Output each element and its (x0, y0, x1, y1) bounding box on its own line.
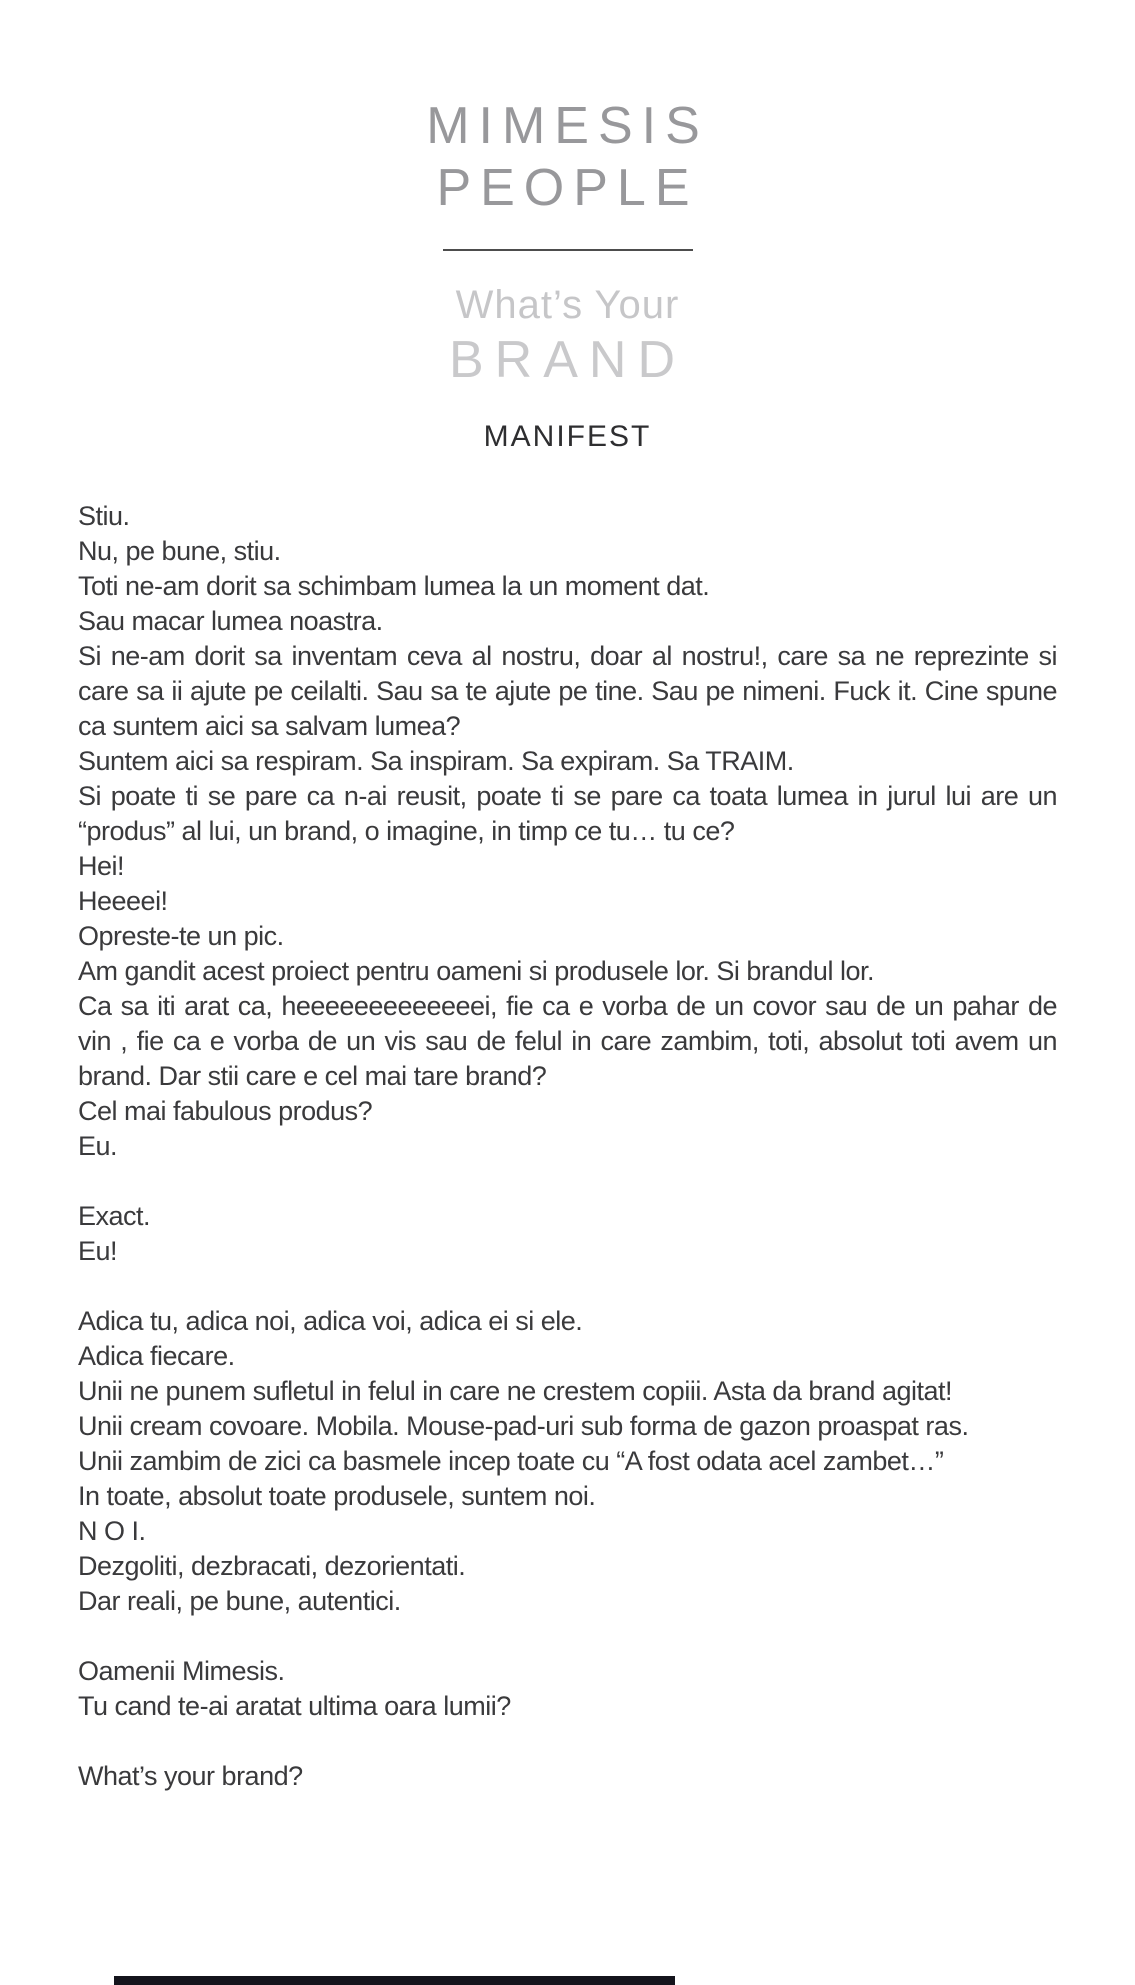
manifest-line: Oamenii Mimesis. (78, 1656, 285, 1686)
manifest-title: MANIFEST (483, 420, 652, 453)
manifest-line: Cel mai fabulous produs? (78, 1096, 373, 1126)
manifest-line: What’s your brand? (78, 1761, 303, 1791)
manifest-line: Am gandit acest proiect pentru oameni si produsele lor. Si brandul lor. (78, 956, 874, 986)
masthead (0, 0, 1135, 391)
manifest-line: Unii zambim de zici ca basmele incep toate cu “A fost odata acel zambet…” (78, 1446, 944, 1476)
manifest-line: Unii ne punem sufletul in felul in care ne crestem copiii. Asta da brand agitat! (78, 1376, 953, 1406)
manifest-line: Dar reali, pe bune, autentici. (78, 1586, 401, 1616)
manifest-line: Nu, pe bune, stiu. (78, 536, 281, 566)
manifest-line: Adica fiecare. (78, 1341, 235, 1371)
manifest-line: N O I. (78, 1516, 146, 1546)
brand-name-line2: PEOPLE (436, 159, 699, 217)
manifest-line: Unii cream covoare. Mobila. Mouse-pad-uri sub forma de gazon proaspat ras. (78, 1411, 969, 1441)
manifest-line: Tu cand te-ai aratat ultima oara lumii? (78, 1691, 511, 1721)
brand-tagline (0, 281, 1135, 391)
manifest-line: Toti ne-am dorit sa schimbam lumea la un moment dat. (78, 571, 710, 601)
manifest-line: Ca sa iti arat ca, heeeeeeeeeeeeei, fie ca e vorba de un covor sau de un pahar de vin , fie ca e vorba de un vis sau de felul in care zambim, toti, absolut toti avem un brand. Dar stii care e cel mai tare brand? (78, 991, 1057, 1091)
manifest-line: Dezgoliti, dezbracati, dezorientati. (78, 1551, 466, 1581)
manifest-line: Exact. (78, 1201, 151, 1231)
manifest-line: Si poate ti se pare ca n-ai reusit, poate ti se pare ca toata lumea in jurul lui are un “produs” al lui, un brand, o imagine, in timp ce tu… tu ce? (78, 781, 1057, 846)
manifest-line: Opreste-te un pic. (78, 921, 284, 951)
brand-wordmark (0, 95, 1135, 219)
manifest-line: Stiu. (78, 501, 130, 531)
bottom-bar (114, 1976, 675, 1985)
manifest-line: Suntem aici sa respiram. Sa inspiram. Sa expiram. Sa TRAIM. (78, 746, 794, 776)
manifest-line: Hei! (78, 851, 125, 881)
manifest-line: Adica tu, adica noi, adica voi, adica ei si ele. (78, 1306, 583, 1336)
manifest-line: In toate, absolut toate produsele, suntem noi. (78, 1481, 596, 1511)
brand-name-line1: MIMESIS (426, 97, 709, 155)
tagline-line1: What’s Your (455, 283, 680, 327)
manifest-line: Si ne-am dorit sa inventam ceva al nostru, doar al nostru!, care sa ne reprezinte si care sa ii ajute pe ceilalti. Sau sa te ajute pe tine. Sau pe nimeni. Fuck it. Cine spune ca suntem aici sa salvam lumea? (78, 641, 1057, 741)
manifest-line: Eu. (78, 1131, 118, 1161)
manifest-line: Heeeei! (78, 886, 168, 916)
manifest-line: Eu! (78, 1236, 118, 1266)
header-divider (443, 249, 693, 251)
tagline-line2: BRAND (448, 331, 687, 389)
manifest-section (0, 417, 1135, 1794)
manifest-line: Sau macar lumea noastra. (78, 606, 383, 636)
manifest-body (0, 499, 1135, 1794)
